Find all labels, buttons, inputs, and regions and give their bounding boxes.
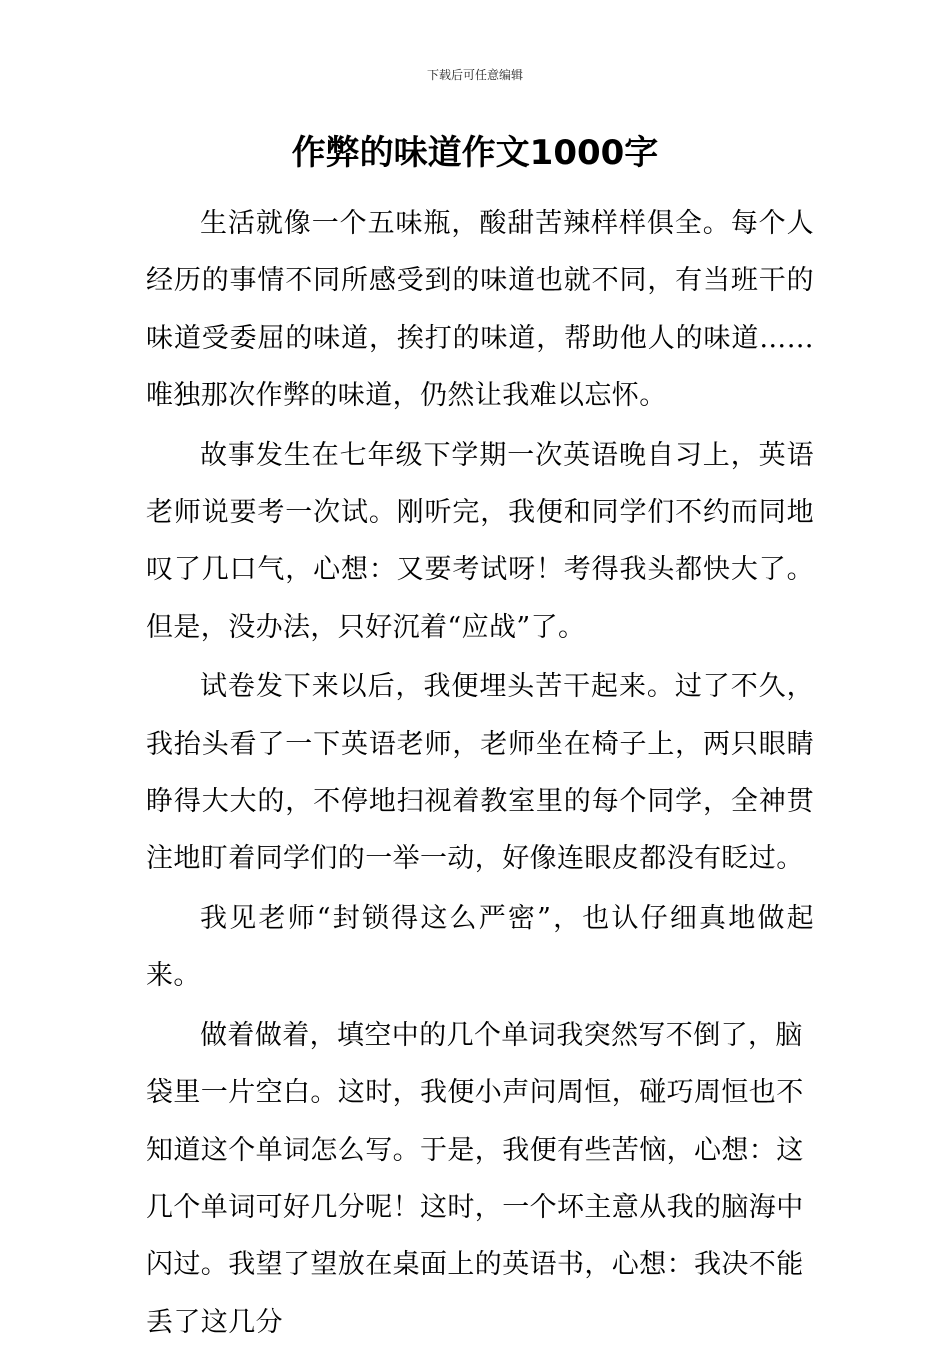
essay-body	[146, 195, 814, 1353]
header-note: 下载后可任意编辑	[426, 68, 523, 82]
paragraph-1: 生活就像一个五味瓶，酸甜苦辣样样俱全。每个人经历的事情不同所感受到的味道也就不同，有当班干的味道受委屈的味道，挨打的味道，帮助他人的味道……唯独那次作弊的味道，仍然让我难以忘怀。	[146, 208, 814, 412]
paragraph-3: 试卷发下来以后，我便埋头苦干起来。过了不久，我抬头看了一下英语老师，老师坐在椅子上，两只眼睛睁得大大的，不停地扫视着教室里的每个同学，全神贯注地盯着同学们的一举一动，好像连眼皮都没有眨过。	[146, 671, 814, 875]
paragraph-2: 故事发生在七年级下学期一次英语晚自习上，英语老师说要考一次试。刚听完，我便和同学们不约而同地叹了几口气，心想：又要考试呀！考得我头都快大了。但是，没办法，只好沉着“应战”了。	[146, 439, 814, 643]
essay-title: 作弊的味道作文1000字	[291, 133, 659, 173]
paragraph-5: 做着做着，填空中的几个单词我突然写不倒了，脑袋里一片空白。这时，我便小声问周恒，碰巧周恒也不知道这个单词怎么写。于是，我便有些苦恼，心想：这几个单词可好几分呢！这时，一个坏主意从我的脑海中闪过。我望了望放在桌面上的英语书，心想：我决不能丢了这几分	[146, 1019, 804, 1338]
paragraph-4: 我见老师“封锁得这么严密”，也认仔细真地做起来。	[146, 902, 814, 992]
